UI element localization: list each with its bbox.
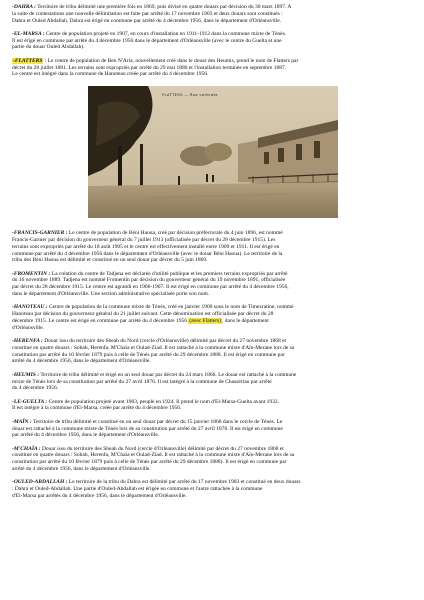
entry-line: par arrêté du 4 décembre 1956, dans le département d'Orléansville. xyxy=(12,432,160,439)
entry-paragraph xyxy=(12,446,414,473)
entry-name: -OULED-ABDALLAH : xyxy=(12,479,68,486)
entry-name: -M'CHAÏA : xyxy=(12,445,41,452)
entry-name: -FLATTERS xyxy=(13,57,43,64)
highlighted-text: (avec Flatters) xyxy=(189,317,221,324)
entry-line: du 16 novembre 1889. Tadjena est nommé Fromentin par décision du gouverneur général du 19 novembre 1891, officialisée xyxy=(12,277,286,284)
entry-name: -EL-MARSA : xyxy=(12,30,45,37)
entry-line: douar est rattaché à la commune mixte de Ténès lors de sa constitution par arrêté du 27 avril 1876. Il est érigé en commune xyxy=(12,425,283,432)
entry-paragraph xyxy=(12,4,414,24)
entry-line: Douar issu du territoire des Sbeah du Nord (cercle d'Orléansville) délimité par décret du 27 novembre 1868 et xyxy=(41,445,284,452)
entry-line: Le centre est intégré dans la commune de Hanoteau créée par arrêté du 4 décembre 1956. xyxy=(12,71,209,78)
entry-francis-garnier xyxy=(12,230,414,264)
entry-paragraph xyxy=(12,399,414,413)
entry-line: constitué en quatre douars : Sobah, Herenfa, M'Chaïa et Oulad-Ziad. Il est rattaché à la commune mixte d'Aïn-Merane lors de sa xyxy=(12,344,295,351)
entry-line: Le centre de population de Béni Haoua, créé par décision préfectorale du 4 juin 1896, est nommé xyxy=(68,230,283,237)
entry-dahra xyxy=(12,4,414,24)
entry-paragraph xyxy=(12,31,414,51)
entry-paragraph xyxy=(12,419,414,439)
entry-line: terrains sont expropriés par arrêté du 18 août 1905 et le centre est effectivement installé entre 1909 et 1911. Il est érigé en xyxy=(12,243,280,250)
entry-heumis xyxy=(12,372,414,392)
entry-el-marsa xyxy=(12,31,414,51)
entry-name: -HERENFA : xyxy=(12,338,43,345)
flatters-street-photo xyxy=(88,86,338,218)
entry-name: -LE-GUELTA : xyxy=(12,398,48,405)
entry-line: constitution par arrêté du 10 février 1879 puis à celle de Ténès par arrêté du 29 décembre 1888. Il est érigé en commune par xyxy=(12,351,285,358)
entries-top xyxy=(12,4,414,78)
entry-line: décret du 28 juillet 1881. Les terrains sont expropriés par arrêté du 29 mai 1886 et l'installation terminée en septembre 1887. xyxy=(12,64,287,71)
entry-paragraph xyxy=(12,58,414,78)
entry-line: Territoire de tribu délimité et érigé en un seul douar par décret du 24 mars 1866. Le douar est rattaché à la commune xyxy=(40,371,297,378)
entry-line: d'Orléansville. xyxy=(12,324,44,331)
entry-name: -DAHRA : xyxy=(12,4,36,10)
entry-line: Douar issu du territoire des Sbeah du Nord (cercle d'Orléansville) délimité par décret du 27 novembre 1868 et xyxy=(44,338,287,345)
entry-line: arrêté du 4 décembre 1956, dans le département d'Orléansville. xyxy=(12,358,151,365)
photo-caption: FLATTERS — Rue Lerbrate xyxy=(162,93,218,98)
entry-line: Territoire de tribu délimité et constitué en un seul douar par décret du 15 janvier 1868 dans le cercle de Ténès. Le xyxy=(33,418,283,425)
entry-line: constitué en quatre douars : Sobah, Herenfa, M'Chaïa et Oulad-Ziad. Il est rattaché à la commune mixte d'Aïn-Merane lors de sa xyxy=(12,452,295,459)
photo-image xyxy=(88,86,338,218)
entry-line: Territoire de tribu délimité une première fois en 1869, puis divisé en quatre douars par décision du 30 mars 1897. A xyxy=(37,4,292,10)
entry-line: commune par arrêté du 4 décembre 1956 dans le département d'Orléansville (avec le douar Béni Haoua). Le territoire de la xyxy=(12,250,283,257)
entry-line: d'El-Marsa par arrêtés du 4 décembre 1956, dans le département d'Orléansville. xyxy=(12,492,187,499)
entry-line: constitution par arrêté du 10 février 1879 puis à celle de Ténès par arrêté du 29 décembre 1888). Il est érigé en commune par xyxy=(12,459,287,466)
entry-line: Dahra et Ouled Abdallah. Dahra est érigé en commune par arrêté du 4 décembre 1956, dans le département d'Orléansville. xyxy=(12,17,282,24)
entry-mchaia xyxy=(12,446,414,473)
entry-main xyxy=(12,419,414,439)
entry-line: partie du douar Ouled Abdallah). xyxy=(12,44,85,51)
entry-line: Il est intégré à la commune d'El-Marsa, créée par arrêté du 4 décembre 1956. xyxy=(12,405,182,412)
entries-bottom xyxy=(12,230,414,500)
entry-line: : Le centre de population de Ben N'Aria, nouvellement créé dans le douar des Heumis, prend le nom de Flatters par xyxy=(44,57,299,64)
entry-line: Il est érigé en commune par arrêté du 4 décembre 1956 dans le département d'Orléansville (avec le centre du Guelta et une xyxy=(12,37,282,44)
entry-paragraph xyxy=(12,271,414,298)
entry-line: décembre 1915. Le centre est érigé en commune par arrêté du 4 décembre 1956 (avec Flatters), dans le département xyxy=(12,317,269,324)
entry-name: -FRANCIS-GARNIER : xyxy=(12,230,68,237)
entry-line: par décret du 28 décembre 1915. Le centre est agrandi en 1906-1907. Il est érigé en commune par arrêté du 4 décembre 1956, xyxy=(12,284,289,291)
entry-line: Hanoteau par décision du gouverneur général du 21 juillet suivant. Cette dénomination est officialisée par décret du 28 xyxy=(12,311,274,318)
entry-line: arrêté du 4 décembre 1956, dans le département d'Orléansville. xyxy=(12,465,151,472)
entry-line: dans le département d'Orléansville. Une section administrative spécialisée porte son nom. xyxy=(12,291,210,298)
entry-hanoteau xyxy=(12,304,414,331)
entry-ouled-abdallah xyxy=(12,479,414,499)
entry-name: -HANOTEAU : xyxy=(12,304,48,311)
entry-line: Francis-Garnier par décision du gouverneur général du 7 juillet 1913 (officialisée par décret du 28 décembre 1915). Les xyxy=(12,236,276,243)
entry-name: -MAÎN : xyxy=(12,418,32,425)
entry-le-guelta xyxy=(12,399,414,413)
entry-line: du 4 décembre 1956. xyxy=(12,385,59,392)
entry-fromentin xyxy=(12,271,414,298)
entry-name: -HEUMIS : xyxy=(12,371,40,378)
entry-line: Le territoire de la tribu du Dahra est délimité par arrêté du 17 novembre 1903 et constitué en deux douars xyxy=(68,479,301,486)
entry-herenfa xyxy=(12,338,414,365)
entry-line: Centre de population de la commune mixte de Ténès, créé en janvier 1900 sous le nom de Timezratine, nommé xyxy=(48,304,294,311)
entry-paragraph xyxy=(12,372,414,392)
entry-name: -FROMENTIN : xyxy=(12,270,51,277)
entry-line: La création du centre de Tadjena est déclarée d'utilité publique et les premiers terrains expropriés par arrêté xyxy=(51,270,288,277)
entry-flatters xyxy=(12,58,414,78)
entry-line: tribu des Béni Haoua est délimité et constitué en un seul douar par décret du 5 juin 1869. xyxy=(12,257,208,264)
entry-line: mixte de Ténès lors de sa constitution par arrêté du 27 avril 1876. Il est intégré à la commune de Chassériau par arrêté xyxy=(12,378,272,385)
entry-line: Centre de population projeté en 1907, en cours d'installation en 1911-1912 dans la commune mixte de Ténès. xyxy=(45,30,287,37)
entry-paragraph xyxy=(12,338,414,365)
entry-paragraph xyxy=(12,479,414,499)
entry-line: Centre de population projeté avant 1903, peuplé en 1924. Il prend le nom d'El-Marsa-Guelta avant 1932. xyxy=(48,398,279,405)
entry-paragraph xyxy=(12,230,414,264)
entry-line: la suite de contestations une nouvelle délimitation est faite par arrêté du 17 novembre 1903 et deux douars sont constitués : xyxy=(12,10,283,17)
entry-line: : Dahra et Ouled-Abdallah. Une partie d'Ouled-Abdallah est érigée en commune et l'autre rattachée à la commune xyxy=(12,486,263,493)
entry-paragraph xyxy=(12,304,414,331)
